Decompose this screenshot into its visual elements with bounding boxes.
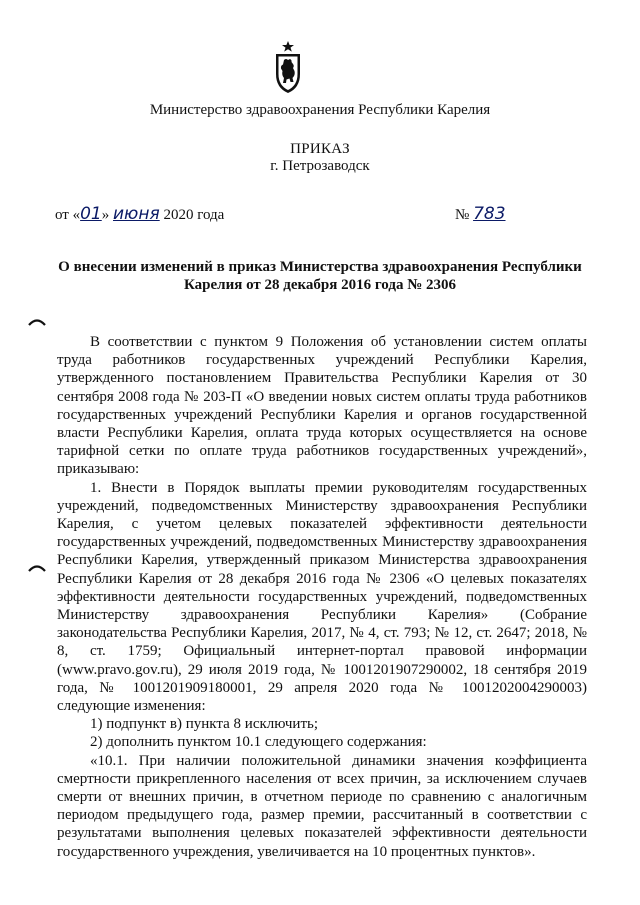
margin-mark-icon	[28, 563, 46, 573]
date-month: июня	[113, 204, 160, 224]
date-day: 01	[80, 204, 102, 224]
coat-of-arms-icon	[273, 40, 303, 94]
preamble-paragraph: В соответствии с пунктом 9 Положения об установлении систем оплаты труда работников государственных учреждений Республики Карелия, утвержденного постановлением Правительства Республики Карелия от 30 сентября 2008 года № 203-П «О введении новых систем оплаты труда работников государственных учреждений Республики Карелия и органов государственной власти Республики Карелия, оплата труда которых осуществляется на основе тарифной сетки по оплате труда работников государственных учреждений», приказываю:	[57, 334, 587, 478]
subitem-2-paragraph: 2) дополнить пунктом 10.1 следующего содержания:	[90, 734, 427, 751]
margin-mark-icon	[28, 317, 46, 327]
order-number	[455, 204, 506, 224]
date-prefix: от «	[55, 207, 81, 223]
new-clause-paragraph: «10.1. При наличии положительной динамики значения коэффициента смертности прикрепленного населения от всех причин, за исключением случаев смерти от внешних причин, в отчетном периоде по сравнению с аналогичным периодом предыдущего года, размер премии, рассчитанный в соответствии с результатами выполнения целевых показателей эффективности деятельности государственного учреждения, увеличивается на 10 процентных пунктов».	[57, 752, 587, 860]
order-date	[55, 204, 224, 224]
date-mid: »	[101, 207, 113, 223]
order-body	[57, 333, 587, 861]
number-prefix: №	[455, 207, 474, 223]
city: г. Петрозаводск	[270, 158, 370, 174]
date-year: 2020 года	[159, 207, 225, 223]
subitem-1-paragraph: 1) подпункт в) пункта 8 исключить;	[90, 716, 319, 733]
item-1-paragraph: 1. Внести в Порядок выплаты премии руководителям государственных учреждений, подведомственных Министерству здравоохранения Республики Карелия, с учетом целевых показателей эффективности деятельности государственных учреждений, подведомственных Министерству здравоохранения Республики Карелия, утвержденный приказом Министерства здравоохранения Республики Карелия от 28 декабря 2016 года № 2306 «О целевых показателях эффективности деятельности государственных учреждений, подведомственных Министерству здравоохранения Республики Карелия» (Собрание законодательства Республики Карелия, 2017, № 4, ст. 793; № 12, ст. 2647; 2018, № 8, ст. 1759; Официальный интернет-портал правовой информации (www.pravo.gov.ru), 29 июля 2019 года, № 1001201907290002, 18 сентября 2019 года, № 1001201909180001, 29 апреля 2020 года № 1001202004290003) следующие изменения:	[57, 479, 587, 715]
order-heading: О внесении изменений в приказ Министерства здравоохранения Республики Карелия от 28 декабря 2016 года № 2306	[58, 259, 582, 293]
number-value: 783	[473, 204, 506, 224]
order-title: ПРИКАЗ	[290, 141, 350, 157]
ministry-name: Министерство здравоохранения Республики Карелия	[149, 102, 491, 118]
